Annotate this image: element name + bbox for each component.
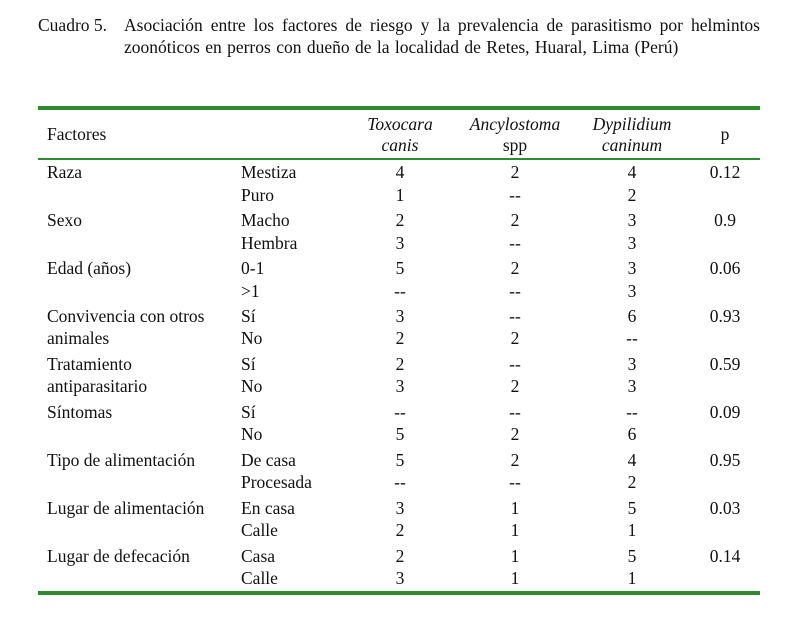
cell-p-value: 0.12 bbox=[709, 162, 741, 182]
cell-p-value: 0.9 bbox=[714, 210, 736, 230]
cell-factor: Lugar de alimentación bbox=[47, 498, 205, 518]
cell-dypilidium: 3 bbox=[627, 233, 637, 253]
cell-ancylostoma: -- bbox=[509, 281, 521, 301]
caption-text: Asociación entre los factores de riesgo y la prevalencia de parasitismo por helmintos zoonóticos en perros con dueño de la localidad de Retes, Huaral, Lima (Perú) bbox=[124, 15, 760, 57]
cell-ancylostoma: -- bbox=[509, 402, 521, 422]
header-rule bbox=[38, 158, 760, 160]
cell-dypilidium: 5 bbox=[627, 498, 637, 518]
cell-dypilidium: 6 bbox=[627, 424, 637, 444]
cell-toxocara: -- bbox=[394, 281, 406, 301]
cell-ancylostoma: 2 bbox=[510, 162, 520, 182]
cell-subcategory: Casa bbox=[241, 546, 276, 566]
cell-subcategory: Macho bbox=[241, 210, 290, 230]
cell-p-value: 0.09 bbox=[709, 402, 741, 422]
cell-dypilidium: 2 bbox=[627, 185, 637, 205]
cell-dypilidium: 3 bbox=[627, 210, 637, 230]
cell-dypilidium: -- bbox=[626, 328, 638, 348]
cell-toxocara: 4 bbox=[395, 162, 405, 182]
cell-subcategory: Sí bbox=[241, 354, 256, 374]
header-p: p bbox=[720, 124, 730, 144]
cell-ancylostoma: -- bbox=[509, 354, 521, 374]
cell-factor: Tratamiento bbox=[47, 354, 132, 374]
cell-ancylostoma: -- bbox=[509, 472, 521, 492]
cell-factor: Sexo bbox=[47, 210, 82, 230]
cell-toxocara: 2 bbox=[395, 328, 405, 348]
cell-factor: animales bbox=[47, 328, 110, 348]
caption-label: Cuadro 5. bbox=[38, 15, 108, 35]
cell-subcategory: En casa bbox=[241, 498, 295, 518]
cell-toxocara: -- bbox=[394, 402, 406, 422]
cell-ancylostoma: -- bbox=[509, 185, 521, 205]
cell-subcategory: Puro bbox=[241, 185, 275, 205]
cell-dypilidium: 1 bbox=[627, 568, 637, 588]
cell-toxocara: 3 bbox=[395, 306, 405, 326]
cell-subcategory: De casa bbox=[241, 450, 296, 470]
cell-dypilidium: 3 bbox=[627, 258, 637, 278]
cell-factor: Tipo de alimentación bbox=[47, 450, 196, 470]
cell-ancylostoma: 1 bbox=[510, 568, 520, 588]
cell-toxocara: 5 bbox=[395, 424, 405, 444]
cell-subcategory: Calle bbox=[241, 568, 278, 588]
header-factores: Factores bbox=[47, 124, 107, 144]
cell-factor: Edad (años) bbox=[47, 258, 132, 278]
cell-toxocara: 2 bbox=[395, 520, 405, 540]
cell-p-value: 0.03 bbox=[709, 498, 741, 518]
cell-factor: Convivencia con otros bbox=[47, 306, 205, 326]
cell-toxocara: -- bbox=[394, 472, 406, 492]
cell-dypilidium: 1 bbox=[627, 520, 637, 540]
cell-ancylostoma: 2 bbox=[510, 450, 520, 470]
cell-toxocara: 5 bbox=[395, 450, 405, 470]
cell-toxocara: 3 bbox=[395, 568, 405, 588]
cell-toxocara: 3 bbox=[395, 233, 405, 253]
cell-toxocara: 2 bbox=[395, 210, 405, 230]
cell-dypilidium: -- bbox=[626, 402, 638, 422]
cell-toxocara: 3 bbox=[395, 498, 405, 518]
cell-subcategory: No bbox=[241, 328, 263, 348]
cell-dypilidium: 3 bbox=[627, 376, 637, 396]
cell-dypilidium: 6 bbox=[627, 306, 637, 326]
cell-subcategory: Sí bbox=[241, 402, 256, 422]
cell-factor: Lugar de defecación bbox=[47, 546, 190, 566]
cell-ancylostoma: 2 bbox=[510, 258, 520, 278]
bottom-rule bbox=[38, 591, 760, 595]
cell-toxocara: 3 bbox=[395, 376, 405, 396]
cell-dypilidium: 5 bbox=[627, 546, 637, 566]
cell-subcategory: Hembra bbox=[241, 233, 298, 253]
cell-subcategory: No bbox=[241, 376, 263, 396]
cell-toxocara: 1 bbox=[395, 185, 405, 205]
cell-ancylostoma: 2 bbox=[510, 210, 520, 230]
cell-ancylostoma: 2 bbox=[510, 424, 520, 444]
cell-subcategory: >1 bbox=[241, 281, 260, 301]
cell-dypilidium: 2 bbox=[627, 472, 637, 492]
header-dypilidium-line1: Dypilidium bbox=[592, 114, 672, 134]
cell-subcategory: Procesada bbox=[241, 472, 312, 492]
cell-dypilidium: 4 bbox=[627, 450, 637, 470]
cell-subcategory: Sí bbox=[241, 306, 256, 326]
cell-factor: Síntomas bbox=[47, 402, 113, 422]
cell-dypilidium: 4 bbox=[627, 162, 637, 182]
cell-p-value: 0.95 bbox=[709, 450, 741, 470]
cell-subcategory: Mestiza bbox=[241, 162, 297, 182]
cell-toxocara: 2 bbox=[395, 546, 405, 566]
cell-p-value: 0.14 bbox=[709, 546, 741, 566]
cell-ancylostoma: 1 bbox=[510, 498, 520, 518]
cell-factor: Raza bbox=[47, 162, 82, 182]
cell-ancylostoma: 2 bbox=[510, 328, 520, 348]
cell-dypilidium: 3 bbox=[627, 354, 637, 374]
cell-ancylostoma: -- bbox=[509, 233, 521, 253]
cell-ancylostoma: 1 bbox=[510, 546, 520, 566]
cell-p-value: 0.93 bbox=[709, 306, 741, 326]
cell-subcategory: 0-1 bbox=[241, 258, 265, 278]
cell-p-value: 0.59 bbox=[709, 354, 741, 374]
cell-subcategory: No bbox=[241, 424, 263, 444]
table-caption bbox=[38, 14, 760, 58]
header-toxocara-line2: canis bbox=[381, 135, 419, 155]
cell-subcategory: Calle bbox=[241, 520, 278, 540]
cell-ancylostoma: 1 bbox=[510, 520, 520, 540]
cell-factor: antiparasitario bbox=[47, 376, 148, 396]
cell-toxocara: 5 bbox=[395, 258, 405, 278]
cell-ancylostoma: -- bbox=[509, 306, 521, 326]
cell-toxocara: 2 bbox=[395, 354, 405, 374]
header-toxocara-line1: Toxocara bbox=[367, 114, 433, 134]
top-rule bbox=[38, 106, 760, 110]
cell-dypilidium: 3 bbox=[627, 281, 637, 301]
cell-ancylostoma: 2 bbox=[510, 376, 520, 396]
header-ancylostoma-line1: Ancylostoma bbox=[469, 114, 561, 134]
cell-p-value: 0.06 bbox=[709, 258, 741, 278]
header-dypilidium-line2: caninum bbox=[601, 135, 663, 155]
header-ancylostoma-line2: spp bbox=[502, 135, 528, 155]
